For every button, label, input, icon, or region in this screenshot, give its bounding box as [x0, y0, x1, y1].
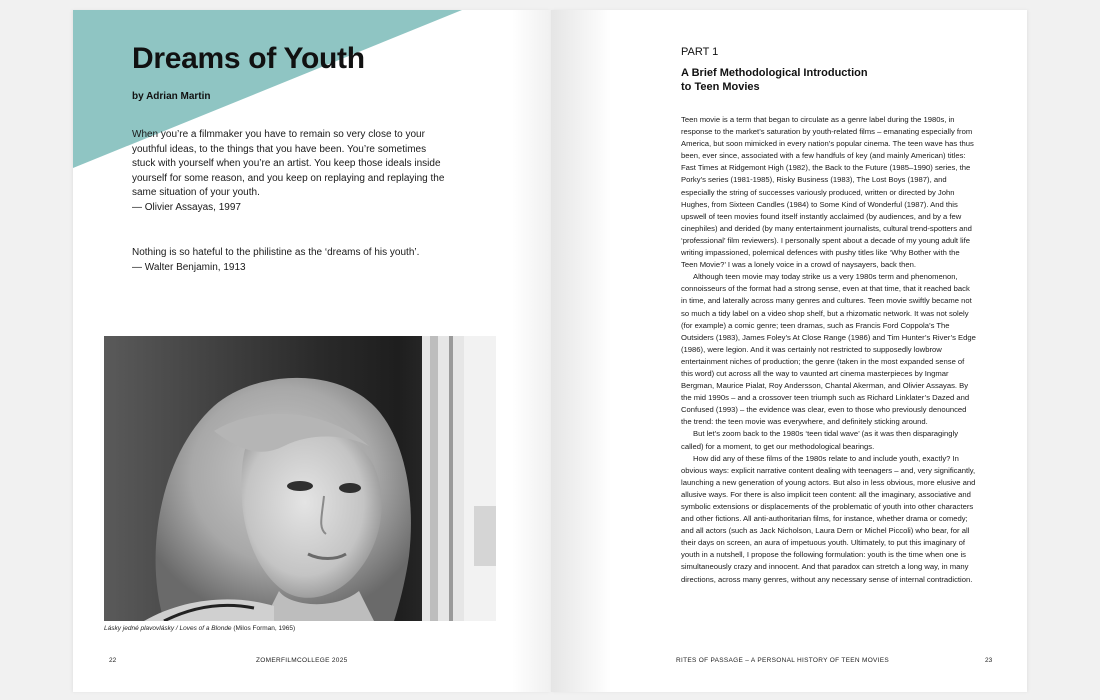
byline: by Adrian Martin: [132, 91, 211, 102]
running-head-left: ZOMERFILMCOLLEGE 2025: [256, 657, 348, 664]
page-number-left: 22: [109, 657, 117, 664]
body-text: [681, 114, 977, 586]
epigraph-quote-2: [132, 246, 452, 275]
body-paragraph-2: Although teen movie may today strike us a very 1980s term and phenomenon, connoisseurs of the format had a strong sense, even at that time, that it reached back in time, and laterally across many genres and cultures. Teen movie swiftly became not so much a tidy label on a video shop shelf, but a rhizomatic network. It was not solely (for example) a comic genre; teen dramas, such as Francis Ford Coppola’s The Outsiders (1983), James Foley’s At Close Range (1986) and Tim Hunter’s River’s Edge (1986), were legion. And it was certainly not restricted to supposedly lowbrow entertainment niches of production; the genre (taken in the most expanded sense of this word) cut across all the way to vaunted art cinema masterpieces by Ingmar Bergman, Maurice Pialat, Roy Andersson, Chantal Akerman, and Olivier Assayas. By the mid 1990s – and a crossover teen triumph such as Richard Linklater’s Dazed and Confused (1993) – the evidence was clear, even to those who previously denounced the trend: the teen movie was everywhere, and definitely sticking around.: [681, 272, 976, 427]
photo-caption-credit: (Milos Forman, 1965): [231, 625, 296, 632]
photo-caption: [104, 625, 295, 632]
running-head-right: RITES OF PASSAGE – A PERSONAL HISTORY OF TEEN MOVIES: [676, 657, 890, 664]
photo-caption-title: Lásky jedné plavovlásky / Loves of a Blonde: [104, 625, 232, 632]
body-paragraph-3: But let’s zoom back to the 1980s ‘teen tidal wave’ (as it was then disparagingly called) for a moment, to get our methodological bearings.: [681, 429, 959, 451]
page-number-right: 23: [985, 657, 993, 664]
section-title: [681, 66, 921, 94]
epigraph-quote-2-text: Nothing is so hateful to the philistine as the ‘dreams of his youth’.: [132, 247, 420, 258]
epigraph-quote-2-attribution: — Walter Benjamin, 1913: [132, 261, 246, 273]
epigraph-quote-1: [132, 128, 452, 216]
article-title: Dreams of Youth: [132, 42, 365, 75]
left-page: [73, 10, 551, 692]
body-paragraph-4: How did any of these films of the 1980s relate to and include youth, exactly? In obvious ways: explicit narrative content dealing with teenagers – and, very significantly, launching a new generation of young actors. But also in less obvious, more elusive and allusive ways. For there is also implicit teen content: all the imaginary, associative and symbolic extensions or displacements of the problematic of youth into other characters and other fictions. All anti-authoritarian films, for instance, whether drama or comedy; and all actors (such as Jack Nicholson, Laura Dern or Michel Piccoli) who bear, for all their days on screen, an aura of impetuous youth. Ultimately, to put this imaginary of youth in a nutshell, I propose the following formulation: youth is the time when one is simultaneously crazy and innocent. And that paradox can stretch a long way, in many directions, across many genres, without any necessary sense of internal contradiction.: [681, 453, 976, 584]
section-title-line-2: to Teen Movies: [681, 81, 760, 93]
epigraph-quote-1-text: When you’re a filmmaker you have to remain so very close to your youthful ideas, to the things that you have been. You’re sometimes stuck with yourself when you’re an artist. You keep those ideals inside yourself for some reason, and you keep on replaying and replaying the same situation of your youth.: [132, 129, 445, 199]
epigraph-quote-1-attribution: — Olivier Assayas, 1997: [132, 201, 241, 213]
body-paragraph-1: Teen movie is a term that began to circulate as a genre label during the 1980s, in response to the market’s saturation by youth-related films – emanating especially from America, but soon mimicked in every nation’s popular cinema. The teen wave has thus been, ever since, associated with a few handfuls of key (and mainly American) titles: Fast Times at Ridgemont High (1982), the Back to the Future (1985–1990) series, the Porky’s series (1981-1985), Risky Business (1983), The Lost Boys (1987), and especially the string of successes variously produced, written or directed by John Hughes, from Sixteen Candles (1984) to Some Kind of Wonderful (1987). And this upswell of teen movies found itself instantly acclaimed (by audiences, and by a few cinephiles) and derided (by many entertainment journalists, cultural trend-spotters and ‘professional’ film reviewers). I personally spent about a decade of my young adult life writing impassioned, polemical defences with pushy titles like ‘Why Bother with the Teen Movie?’ I was a lonely voice in a crowd of naysayers, back then.: [681, 115, 974, 270]
part-label: PART 1: [681, 46, 719, 58]
right-page: [551, 10, 1027, 692]
section-title-line-1: A Brief Methodological Introduction: [681, 67, 868, 79]
film-still-photo: [104, 336, 496, 621]
